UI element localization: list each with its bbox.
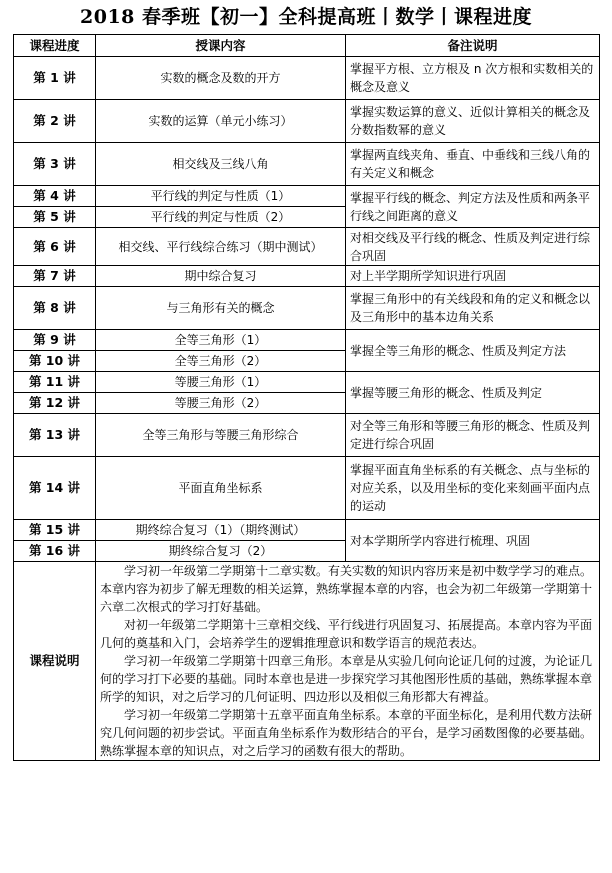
table-row	[14, 457, 600, 520]
lecture-content: 实数的运算（单元小练习）	[96, 100, 346, 143]
lecture-number: 第 15 讲	[14, 520, 96, 541]
lecture-content: 实数的概念及数的开方	[96, 57, 346, 100]
lecture-note: 掌握实数运算的意义、近似计算相关的概念及分数指数幂的意义	[346, 100, 600, 143]
table-row	[14, 186, 600, 207]
lecture-content: 全等三角形（2）	[96, 351, 346, 372]
lecture-content: 与三角形有关的概念	[96, 287, 346, 330]
table-row	[14, 143, 600, 186]
table-row	[14, 414, 600, 457]
description-paragraph: 学习初一年级第二学期第十五章平面直角坐标系。本章的平面坐标化，是利用代数方法研究几何问题的初步尝试。平面直角坐标系作为数形结合的平台，是学习函数图像的必要基础。熟练掌握本章的知识点，对之后学习的函数有很大的帮助。	[100, 708, 593, 758]
lecture-number: 第 7 讲	[14, 266, 96, 287]
lecture-number: 第 3 讲	[14, 143, 96, 186]
page-title: 2018 春季班【初一】全科提高班丨数学丨课程进度	[80, 6, 532, 28]
table-row	[14, 57, 600, 100]
lecture-note: 对本学期所学内容进行梳理、巩固	[346, 520, 600, 562]
lecture-content: 相交线及三线八角	[96, 143, 346, 186]
lecture-note: 掌握等腰三角形的概念、性质及判定	[346, 372, 600, 414]
description-paragraph: 学习初一年级第二学期第十四章三角形。本章是从实验几何向论证几何的过渡，为论证几何的学习打下必要的基础。同时本章也是进一步探究学习其他图形性质的基础，熟练掌握本章所学的知识，对之后学习的几何证明、四边形以及相似三角形都大有裨益。	[100, 654, 593, 704]
lecture-note: 掌握平方根、立方根及 n 次方根和实数相关的概念及意义	[346, 57, 600, 100]
table-header-row	[14, 35, 600, 57]
lecture-note: 掌握全等三角形的概念、性质及判定方法	[346, 330, 600, 372]
table-row	[14, 520, 600, 541]
lecture-note: 掌握平行线的概念、判定方法及性质和两条平行线之间距离的意义	[346, 186, 600, 228]
table-row	[14, 330, 600, 351]
lecture-number: 第 12 讲	[14, 393, 96, 414]
lecture-note: 对上半学期所学知识进行巩固	[346, 266, 600, 287]
header-notes: 备注说明	[346, 35, 600, 57]
lecture-note: 对全等三角形和等腰三角形的概念、性质及判定进行综合巩固	[346, 414, 600, 457]
lecture-content: 期终综合复习（2）	[96, 541, 346, 562]
course-description	[96, 562, 600, 761]
lecture-content: 期中综合复习	[96, 266, 346, 287]
lecture-number: 第 8 讲	[14, 287, 96, 330]
schedule-table	[13, 34, 600, 761]
lecture-number: 第 13 讲	[14, 414, 96, 457]
table-row	[14, 228, 600, 266]
lecture-content: 期终综合复习（1）（期终测试）	[96, 520, 346, 541]
table-row	[14, 287, 600, 330]
course-description-label: 课程说明	[14, 562, 96, 761]
lecture-number: 第 14 讲	[14, 457, 96, 520]
header-content: 授课内容	[96, 35, 346, 57]
description-paragraph: 学习初一年级第二学期第十二章实数。有关实数的知识内容历来是初中数学学习的难点。本章内容为初步了解无理数的相关运算，熟练掌握本章的内容，也会为初二年级第一学期第十六章二次根式的学习打好基础。	[100, 564, 593, 614]
table-row	[14, 100, 600, 143]
lecture-content: 全等三角形与等腰三角形综合	[96, 414, 346, 457]
table-row	[14, 266, 600, 287]
course-description-row	[14, 562, 600, 761]
lecture-number: 第 11 讲	[14, 372, 96, 393]
lecture-note: 掌握两直线夹角、垂直、中垂线和三线八角的有关定义和概念	[346, 143, 600, 186]
lecture-number: 第 6 讲	[14, 228, 96, 266]
lecture-number: 第 9 讲	[14, 330, 96, 351]
table-row	[14, 372, 600, 393]
lecture-content: 全等三角形（1）	[96, 330, 346, 351]
lecture-number: 第 5 讲	[14, 207, 96, 228]
lecture-content: 平面直角坐标系	[96, 457, 346, 520]
lecture-note: 对相交线及平行线的概念、性质及判定进行综合巩固	[346, 228, 600, 266]
description-paragraph: 对初一年级第二学期第十三章相交线、平行线进行巩固复习、拓展提高。本章内容为平面几何的奠基和入门，会培养学生的逻辑推理意识和数学语言的规范表达。	[100, 618, 593, 650]
lecture-content: 平行线的判定与性质（1）	[96, 186, 346, 207]
lecture-content: 等腰三角形（2）	[96, 393, 346, 414]
lecture-number: 第 2 讲	[14, 100, 96, 143]
lecture-note: 掌握平面直角坐标系的有关概念、点与坐标的对应关系，以及用坐标的变化来刻画平面内点的运动	[346, 457, 600, 520]
lecture-content: 平行线的判定与性质（2）	[96, 207, 346, 228]
lecture-content: 等腰三角形（1）	[96, 372, 346, 393]
lecture-number: 第 10 讲	[14, 351, 96, 372]
lecture-content: 相交线、平行线综合练习（期中测试）	[96, 228, 346, 266]
lecture-number: 第 16 讲	[14, 541, 96, 562]
lecture-number: 第 4 讲	[14, 186, 96, 207]
lecture-number: 第 1 讲	[14, 57, 96, 100]
header-progress: 课程进度	[14, 35, 96, 57]
lecture-note: 掌握三角形中的有关线段和角的定义和概念以及三角形中的基本边角关系	[346, 287, 600, 330]
